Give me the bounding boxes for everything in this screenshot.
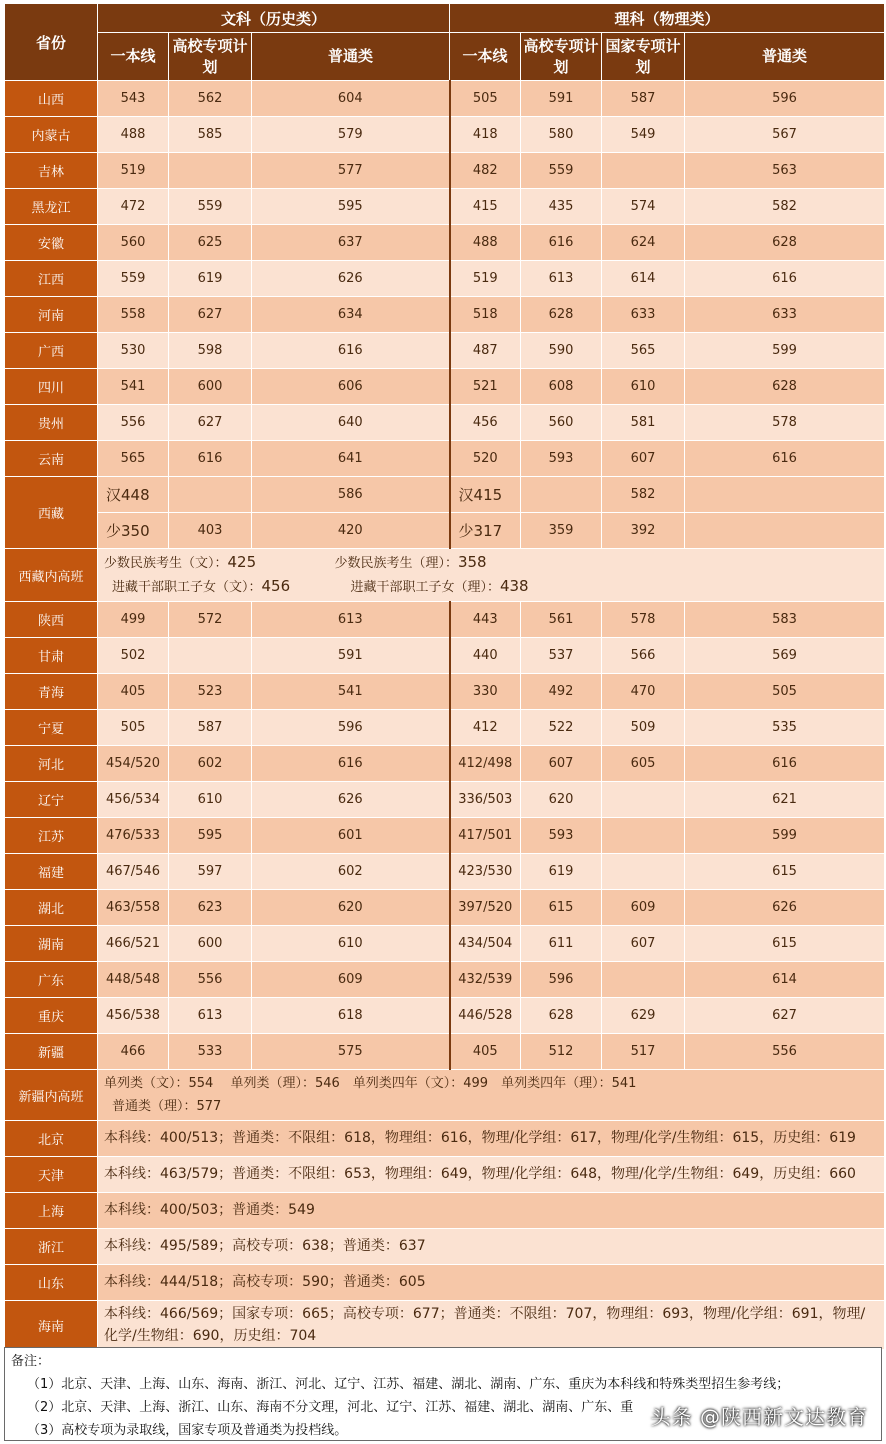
li-yiben-cell: 519 xyxy=(450,261,521,297)
li-yiben-cell: 423/530 xyxy=(450,854,521,890)
table-row xyxy=(5,225,885,261)
li-putong-cell: 615 xyxy=(685,926,885,962)
table-row xyxy=(5,998,885,1034)
province-cell: 新疆 xyxy=(5,1034,98,1070)
li-yiben-header: 一本线 xyxy=(450,33,521,81)
province-cell: 江苏 xyxy=(5,818,98,854)
li-guojia-cell: 624 xyxy=(602,225,685,261)
wen-putong-cell: 616 xyxy=(252,333,450,369)
note-line: 单列类（文）：554 单列类（理）：546 单列类四年（文）：499 单列类四年（理）：541 xyxy=(104,1076,637,1091)
table-row xyxy=(5,1034,885,1070)
wen-header: 文科（历史类） xyxy=(98,4,450,33)
score-cell xyxy=(521,477,602,513)
province-cell: 湖南 xyxy=(5,926,98,962)
wen-putong-cell: 602 xyxy=(252,854,450,890)
li-gaoxiao-cell: 620 xyxy=(521,782,602,818)
li-gaoxiao-cell: 561 xyxy=(521,602,602,638)
li-guojia-header: 国家专项计划 xyxy=(602,33,685,81)
score-cell: 359 xyxy=(521,513,602,549)
wen-putong-cell: 601 xyxy=(252,818,450,854)
li-yiben-cell: 397/520 xyxy=(450,890,521,926)
note-2: （2）北京、天津、上海、浙江、山东、海南不分文理，河北、辽宁、江苏、福建、湖北、湖南、广东、重 xyxy=(27,1400,634,1415)
li-putong-cell: 582 xyxy=(685,189,885,225)
li-yiben-cell: 415 xyxy=(450,189,521,225)
li-guojia-cell: 565 xyxy=(602,333,685,369)
province-cell: 山东 xyxy=(5,1265,98,1301)
li-gaoxiao-cell: 611 xyxy=(521,926,602,962)
province-cell: 浙江 xyxy=(5,1229,98,1265)
li-gaoxiao-cell: 591 xyxy=(521,81,602,117)
province-cell: 福建 xyxy=(5,854,98,890)
province-cell: 西藏内高班 xyxy=(5,549,98,602)
province-cell: 广西 xyxy=(5,333,98,369)
wen-gaoxiao-header: 高校专项计划 xyxy=(169,33,252,81)
province-cell: 北京 xyxy=(5,1121,98,1157)
province-cell: 辽宁 xyxy=(5,782,98,818)
wen-yiben-cell: 463/558 xyxy=(98,890,169,926)
li-gaoxiao-cell: 559 xyxy=(521,153,602,189)
wen-gaoxiao-cell: 623 xyxy=(169,890,252,926)
wen-gaoxiao-cell: 600 xyxy=(169,369,252,405)
li-guojia-cell xyxy=(602,962,685,998)
wen-gaoxiao-cell: 523 xyxy=(169,674,252,710)
li-yiben-cell: 330 xyxy=(450,674,521,710)
li-gaoxiao-cell: 590 xyxy=(521,333,602,369)
wen-gaoxiao-cell: 556 xyxy=(169,962,252,998)
province-cell: 贵州 xyxy=(5,405,98,441)
wen-putong-cell: 640 xyxy=(252,405,450,441)
li-putong-cell: 627 xyxy=(685,998,885,1034)
wen-yiben-cell: 454/520 xyxy=(98,746,169,782)
table-row xyxy=(5,81,885,117)
wen-putong-cell: 637 xyxy=(252,225,450,261)
wen-gaoxiao-cell: 627 xyxy=(169,405,252,441)
wen-yiben-cell: 502 xyxy=(98,638,169,674)
wen-putong-cell: 591 xyxy=(252,638,450,674)
li-guojia-cell: 470 xyxy=(602,674,685,710)
table-row xyxy=(5,153,885,189)
wen-yiben-cell: 467/546 xyxy=(98,854,169,890)
province-cell: 甘肃 xyxy=(5,638,98,674)
wen-putong-header: 普通类 xyxy=(252,33,450,81)
note-label: 进藏干部职工子女（文）： xyxy=(112,580,262,595)
province-cell: 吉林 xyxy=(5,153,98,189)
province-cell: 云南 xyxy=(5,441,98,477)
province-cell: 西藏 xyxy=(5,477,98,549)
li-gaoxiao-cell: 537 xyxy=(521,638,602,674)
note-label: 进藏干部职工子女（理）： xyxy=(350,580,500,595)
wen-yiben-cell: 541 xyxy=(98,369,169,405)
wen-gaoxiao-cell: 587 xyxy=(169,710,252,746)
li-putong-header: 普通类 xyxy=(685,33,885,81)
score-cell: 403 xyxy=(169,513,252,549)
li-yiben-cell: 521 xyxy=(450,369,521,405)
table-row xyxy=(5,1229,885,1265)
li-guojia-cell xyxy=(602,782,685,818)
province-cell: 重庆 xyxy=(5,998,98,1034)
wen-gaoxiao-cell: 598 xyxy=(169,333,252,369)
li-yiben-cell: 518 xyxy=(450,297,521,333)
table-row xyxy=(5,818,885,854)
li-putong-cell: 567 xyxy=(685,117,885,153)
li-guojia-cell: 587 xyxy=(602,81,685,117)
table-row xyxy=(5,602,885,638)
wen-gaoxiao-cell: 627 xyxy=(169,297,252,333)
li-gaoxiao-cell: 492 xyxy=(521,674,602,710)
province-cell: 湖北 xyxy=(5,890,98,926)
note-value: 358 xyxy=(457,553,487,571)
li-yiben-cell: 443 xyxy=(450,602,521,638)
wen-putong-cell: 595 xyxy=(252,189,450,225)
wen-putong-cell: 626 xyxy=(252,261,450,297)
table-row xyxy=(5,674,885,710)
table-row xyxy=(5,638,885,674)
wen-putong-cell: 618 xyxy=(252,998,450,1034)
li-gaoxiao-cell: 596 xyxy=(521,962,602,998)
li-guojia-cell xyxy=(602,854,685,890)
wen-putong-cell: 579 xyxy=(252,117,450,153)
score-cell: 少350 xyxy=(98,513,169,549)
wen-yiben-cell: 499 xyxy=(98,602,169,638)
li-yiben-cell: 432/539 xyxy=(450,962,521,998)
li-putong-cell: 628 xyxy=(685,225,885,261)
li-putong-cell: 616 xyxy=(685,441,885,477)
score-cell: 420 xyxy=(252,513,450,549)
table-row xyxy=(5,890,885,926)
table-row xyxy=(5,782,885,818)
li-gaoxiao-cell: 512 xyxy=(521,1034,602,1070)
li-gaoxiao-cell: 607 xyxy=(521,746,602,782)
score-cell xyxy=(169,477,252,513)
wen-putong-cell: 610 xyxy=(252,926,450,962)
score-cell xyxy=(685,477,885,513)
li-putong-cell: 633 xyxy=(685,297,885,333)
li-yiben-cell: 412 xyxy=(450,710,521,746)
wen-gaoxiao-cell: 572 xyxy=(169,602,252,638)
province-header: 省份 xyxy=(5,4,98,81)
li-yiben-cell: 505 xyxy=(450,81,521,117)
score-summary-cell: 本科线：495/589；高校专项：638；普通类：637 xyxy=(98,1229,885,1265)
wen-gaoxiao-cell: 600 xyxy=(169,926,252,962)
wen-gaoxiao-cell: 595 xyxy=(169,818,252,854)
li-gaoxiao-cell: 628 xyxy=(521,297,602,333)
score-cell xyxy=(685,513,885,549)
li-yiben-cell: 446/528 xyxy=(450,998,521,1034)
table-row xyxy=(5,189,885,225)
li-guojia-cell: 509 xyxy=(602,710,685,746)
table-row xyxy=(5,1193,885,1229)
li-gaoxiao-cell: 615 xyxy=(521,890,602,926)
li-guojia-cell: 574 xyxy=(602,189,685,225)
li-gaoxiao-header: 高校专项计划 xyxy=(521,33,602,81)
li-putong-cell: 628 xyxy=(685,369,885,405)
li-gaoxiao-cell: 580 xyxy=(521,117,602,153)
wen-yiben-cell: 556 xyxy=(98,405,169,441)
table-row xyxy=(5,854,885,890)
wen-gaoxiao-cell: 559 xyxy=(169,189,252,225)
province-cell: 广东 xyxy=(5,962,98,998)
table-row xyxy=(5,962,885,998)
li-guojia-cell: 607 xyxy=(602,926,685,962)
score-cell: 少317 xyxy=(450,513,521,549)
wen-gaoxiao-cell: 562 xyxy=(169,81,252,117)
note-label: 少数民族考生（理）： xyxy=(334,556,458,571)
li-yiben-cell: 520 xyxy=(450,441,521,477)
score-summary-cell: 本科线：463/579；普通类：不限组：653，物理组：649，物理/化学组：648，物理/化学/生物组：649，历史组：660 xyxy=(98,1157,885,1193)
score-cell: 汉415 xyxy=(450,477,521,513)
notes-title: 备注： xyxy=(11,1354,51,1369)
li-putong-cell: 505 xyxy=(685,674,885,710)
province-cell: 四川 xyxy=(5,369,98,405)
table-row xyxy=(5,926,885,962)
table-row xyxy=(5,1157,885,1193)
province-cell: 河南 xyxy=(5,297,98,333)
li-guojia-cell: 578 xyxy=(602,602,685,638)
wen-yiben-cell: 448/548 xyxy=(98,962,169,998)
xinjiang-neigao-note xyxy=(98,1070,885,1121)
li-putong-cell: 615 xyxy=(685,854,885,890)
wen-yiben-header: 一本线 xyxy=(98,33,169,81)
wen-yiben-cell: 456/538 xyxy=(98,998,169,1034)
wen-gaoxiao-cell: 625 xyxy=(169,225,252,261)
li-yiben-cell: 405 xyxy=(450,1034,521,1070)
wen-yiben-cell: 466 xyxy=(98,1034,169,1070)
li-putong-cell: 583 xyxy=(685,602,885,638)
li-gaoxiao-cell: 593 xyxy=(521,818,602,854)
wen-putong-cell: 641 xyxy=(252,441,450,477)
wen-yiben-cell: 488 xyxy=(98,117,169,153)
note-3: （3）高校专项为录取线，国家专项及普通类为投档线。 xyxy=(27,1423,348,1438)
table-row xyxy=(5,710,885,746)
wen-putong-cell: 613 xyxy=(252,602,450,638)
wen-yiben-cell: 543 xyxy=(98,81,169,117)
li-guojia-cell xyxy=(602,818,685,854)
wen-putong-cell: 634 xyxy=(252,297,450,333)
li-guojia-cell: 566 xyxy=(602,638,685,674)
table-row xyxy=(5,261,885,297)
note-value: 438 xyxy=(499,577,529,595)
li-guojia-cell: 581 xyxy=(602,405,685,441)
score-cell: 586 xyxy=(252,477,450,513)
table-row xyxy=(5,333,885,369)
wen-yiben-cell: 565 xyxy=(98,441,169,477)
province-cell: 青海 xyxy=(5,674,98,710)
note-1: （1）北京、天津、上海、山东、海南、浙江、河北、辽宁、江苏、福建、湖北、湖南、广东、重庆为本科线和特殊类型招生参考线； xyxy=(27,1377,790,1392)
li-putong-cell: 626 xyxy=(685,890,885,926)
score-summary-cell: 本科线：400/503；普通类：549 xyxy=(98,1193,885,1229)
li-header: 理科（物理类） xyxy=(450,4,885,33)
wen-gaoxiao-cell: 533 xyxy=(169,1034,252,1070)
li-guojia-cell: 605 xyxy=(602,746,685,782)
table-row xyxy=(5,1121,885,1157)
li-yiben-cell: 418 xyxy=(450,117,521,153)
wen-yiben-cell: 405 xyxy=(98,674,169,710)
li-guojia-cell: 607 xyxy=(602,441,685,477)
province-cell: 江西 xyxy=(5,261,98,297)
li-yiben-cell: 336/503 xyxy=(450,782,521,818)
li-guojia-cell: 614 xyxy=(602,261,685,297)
li-putong-cell: 535 xyxy=(685,710,885,746)
li-guojia-cell: 633 xyxy=(602,297,685,333)
li-gaoxiao-cell: 628 xyxy=(521,998,602,1034)
li-putong-cell: 599 xyxy=(685,333,885,369)
wen-gaoxiao-cell xyxy=(169,638,252,674)
wen-putong-cell: 577 xyxy=(252,153,450,189)
li-yiben-cell: 417/501 xyxy=(450,818,521,854)
li-gaoxiao-cell: 435 xyxy=(521,189,602,225)
wen-yiben-cell: 519 xyxy=(98,153,169,189)
li-gaoxiao-cell: 619 xyxy=(521,854,602,890)
wen-putong-cell: 609 xyxy=(252,962,450,998)
li-putong-cell: 563 xyxy=(685,153,885,189)
watermark-text: 头条 @陕西新文达教育 xyxy=(650,1405,868,1429)
li-putong-cell: 569 xyxy=(685,638,885,674)
score-cell: 392 xyxy=(602,513,685,549)
li-yiben-cell: 440 xyxy=(450,638,521,674)
wen-yiben-cell: 472 xyxy=(98,189,169,225)
province-cell: 内蒙古 xyxy=(5,117,98,153)
li-gaoxiao-cell: 616 xyxy=(521,225,602,261)
li-guojia-cell: 517 xyxy=(602,1034,685,1070)
li-yiben-cell: 488 xyxy=(450,225,521,261)
wen-yiben-cell: 466/521 xyxy=(98,926,169,962)
province-cell: 山西 xyxy=(5,81,98,117)
score-table xyxy=(4,3,885,1350)
table-row xyxy=(5,297,885,333)
wen-gaoxiao-cell xyxy=(169,153,252,189)
li-guojia-cell: 610 xyxy=(602,369,685,405)
province-cell: 宁夏 xyxy=(5,710,98,746)
li-putong-cell: 578 xyxy=(685,405,885,441)
wen-yiben-cell: 560 xyxy=(98,225,169,261)
wen-gaoxiao-cell: 613 xyxy=(169,998,252,1034)
wen-gaoxiao-cell: 616 xyxy=(169,441,252,477)
wen-putong-cell: 596 xyxy=(252,710,450,746)
table-row xyxy=(5,1265,885,1301)
table-row xyxy=(5,746,885,782)
note-value: 425 xyxy=(227,553,257,571)
province-cell: 陕西 xyxy=(5,602,98,638)
score-cell: 582 xyxy=(602,477,685,513)
li-yiben-cell: 412/498 xyxy=(450,746,521,782)
wen-gaoxiao-cell: 597 xyxy=(169,854,252,890)
li-putong-cell: 616 xyxy=(685,261,885,297)
li-gaoxiao-cell: 560 xyxy=(521,405,602,441)
wen-yiben-cell: 456/534 xyxy=(98,782,169,818)
li-guojia-cell: 629 xyxy=(602,998,685,1034)
li-gaoxiao-cell: 593 xyxy=(521,441,602,477)
li-gaoxiao-cell: 613 xyxy=(521,261,602,297)
wen-yiben-cell: 558 xyxy=(98,297,169,333)
li-putong-cell: 616 xyxy=(685,746,885,782)
li-gaoxiao-cell: 522 xyxy=(521,710,602,746)
note-line: 普通类（理）：577 xyxy=(112,1099,222,1114)
province-cell: 黑龙江 xyxy=(5,189,98,225)
table-row xyxy=(5,441,885,477)
li-yiben-cell: 456 xyxy=(450,405,521,441)
li-putong-cell: 599 xyxy=(685,818,885,854)
wen-yiben-cell: 476/533 xyxy=(98,818,169,854)
li-putong-cell: 556 xyxy=(685,1034,885,1070)
li-yiben-cell: 487 xyxy=(450,333,521,369)
li-putong-cell: 621 xyxy=(685,782,885,818)
note-value: 456 xyxy=(261,577,291,595)
li-putong-cell: 614 xyxy=(685,962,885,998)
wen-yiben-cell: 559 xyxy=(98,261,169,297)
table-row xyxy=(5,1301,885,1350)
wen-gaoxiao-cell: 619 xyxy=(169,261,252,297)
score-cell: 汉448 xyxy=(98,477,169,513)
table-row xyxy=(5,405,885,441)
wen-gaoxiao-cell: 610 xyxy=(169,782,252,818)
li-guojia-cell: 549 xyxy=(602,117,685,153)
wen-yiben-cell: 505 xyxy=(98,710,169,746)
table-row xyxy=(5,117,885,153)
li-guojia-cell xyxy=(602,153,685,189)
wen-gaoxiao-cell: 602 xyxy=(169,746,252,782)
score-summary-cell: 本科线：444/518；高校专项：590；普通类：605 xyxy=(98,1265,885,1301)
wen-putong-cell: 604 xyxy=(252,81,450,117)
score-summary-cell: 本科线：400/513；普通类：不限组：618，物理组：616，物理/化学组：617，物理/化学/生物组：615，历史组：619 xyxy=(98,1121,885,1157)
province-cell: 海南 xyxy=(5,1301,98,1350)
wen-putong-cell: 606 xyxy=(252,369,450,405)
wen-putong-cell: 541 xyxy=(252,674,450,710)
province-cell: 天津 xyxy=(5,1157,98,1193)
xizang-neigao-note xyxy=(98,549,885,602)
li-yiben-cell: 434/504 xyxy=(450,926,521,962)
province-cell: 上海 xyxy=(5,1193,98,1229)
province-cell: 河北 xyxy=(5,746,98,782)
province-cell: 安徽 xyxy=(5,225,98,261)
table-row xyxy=(5,369,885,405)
li-yiben-cell: 482 xyxy=(450,153,521,189)
score-summary-cell: 本科线：466/569；国家专项：665；高校专项：677；普通类：不限组：707，物理组：693，物理/化学组：691，物理/化学/生物组：690，历史组：704 xyxy=(98,1301,885,1350)
wen-putong-cell: 626 xyxy=(252,782,450,818)
province-cell: 新疆内高班 xyxy=(5,1070,98,1121)
wen-putong-cell: 620 xyxy=(252,890,450,926)
wen-putong-cell: 616 xyxy=(252,746,450,782)
li-guojia-cell: 609 xyxy=(602,890,685,926)
li-putong-cell: 596 xyxy=(685,81,885,117)
note-label: 少数民族考生（文）： xyxy=(104,556,228,571)
wen-gaoxiao-cell: 585 xyxy=(169,117,252,153)
li-gaoxiao-cell: 608 xyxy=(521,369,602,405)
wen-yiben-cell: 530 xyxy=(98,333,169,369)
wen-putong-cell: 575 xyxy=(252,1034,450,1070)
